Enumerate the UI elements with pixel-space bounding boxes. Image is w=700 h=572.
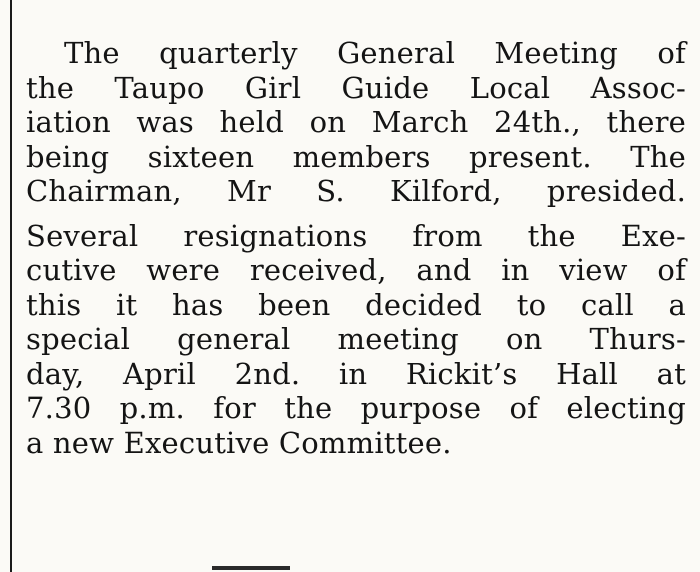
text-line: special general meeting on Thurs-	[26, 322, 686, 356]
paragraph-1	[26, 36, 686, 209]
column-separator-rule	[212, 566, 290, 570]
text-line: this it has been decided to call a	[26, 287, 686, 322]
text-line: day, April 2nd. in Rickit’s Hall at	[26, 356, 686, 391]
text-line: cutive were received, and in view of	[26, 253, 686, 287]
paragraph-2	[26, 219, 686, 461]
text-line: the Taupo Girl Guide Local Assoc-	[26, 70, 686, 105]
article-body	[26, 36, 686, 460]
text-line: 7.30 p.m. for the purpose of electing	[26, 391, 686, 425]
text-line: The quarterly General Meeting of	[64, 36, 686, 70]
text-line: being sixteen members present. The	[26, 139, 686, 174]
column-rule	[10, 0, 12, 572]
text-line: Chairman, Mr S. Kilford, presided.	[26, 174, 686, 208]
paragraph-gap	[26, 209, 686, 219]
text-line: iation was held on March 24th., there	[26, 105, 686, 139]
text-line: Several resignations from the Exe-	[26, 218, 686, 253]
text-line: a new Executive Committee.	[26, 425, 452, 460]
